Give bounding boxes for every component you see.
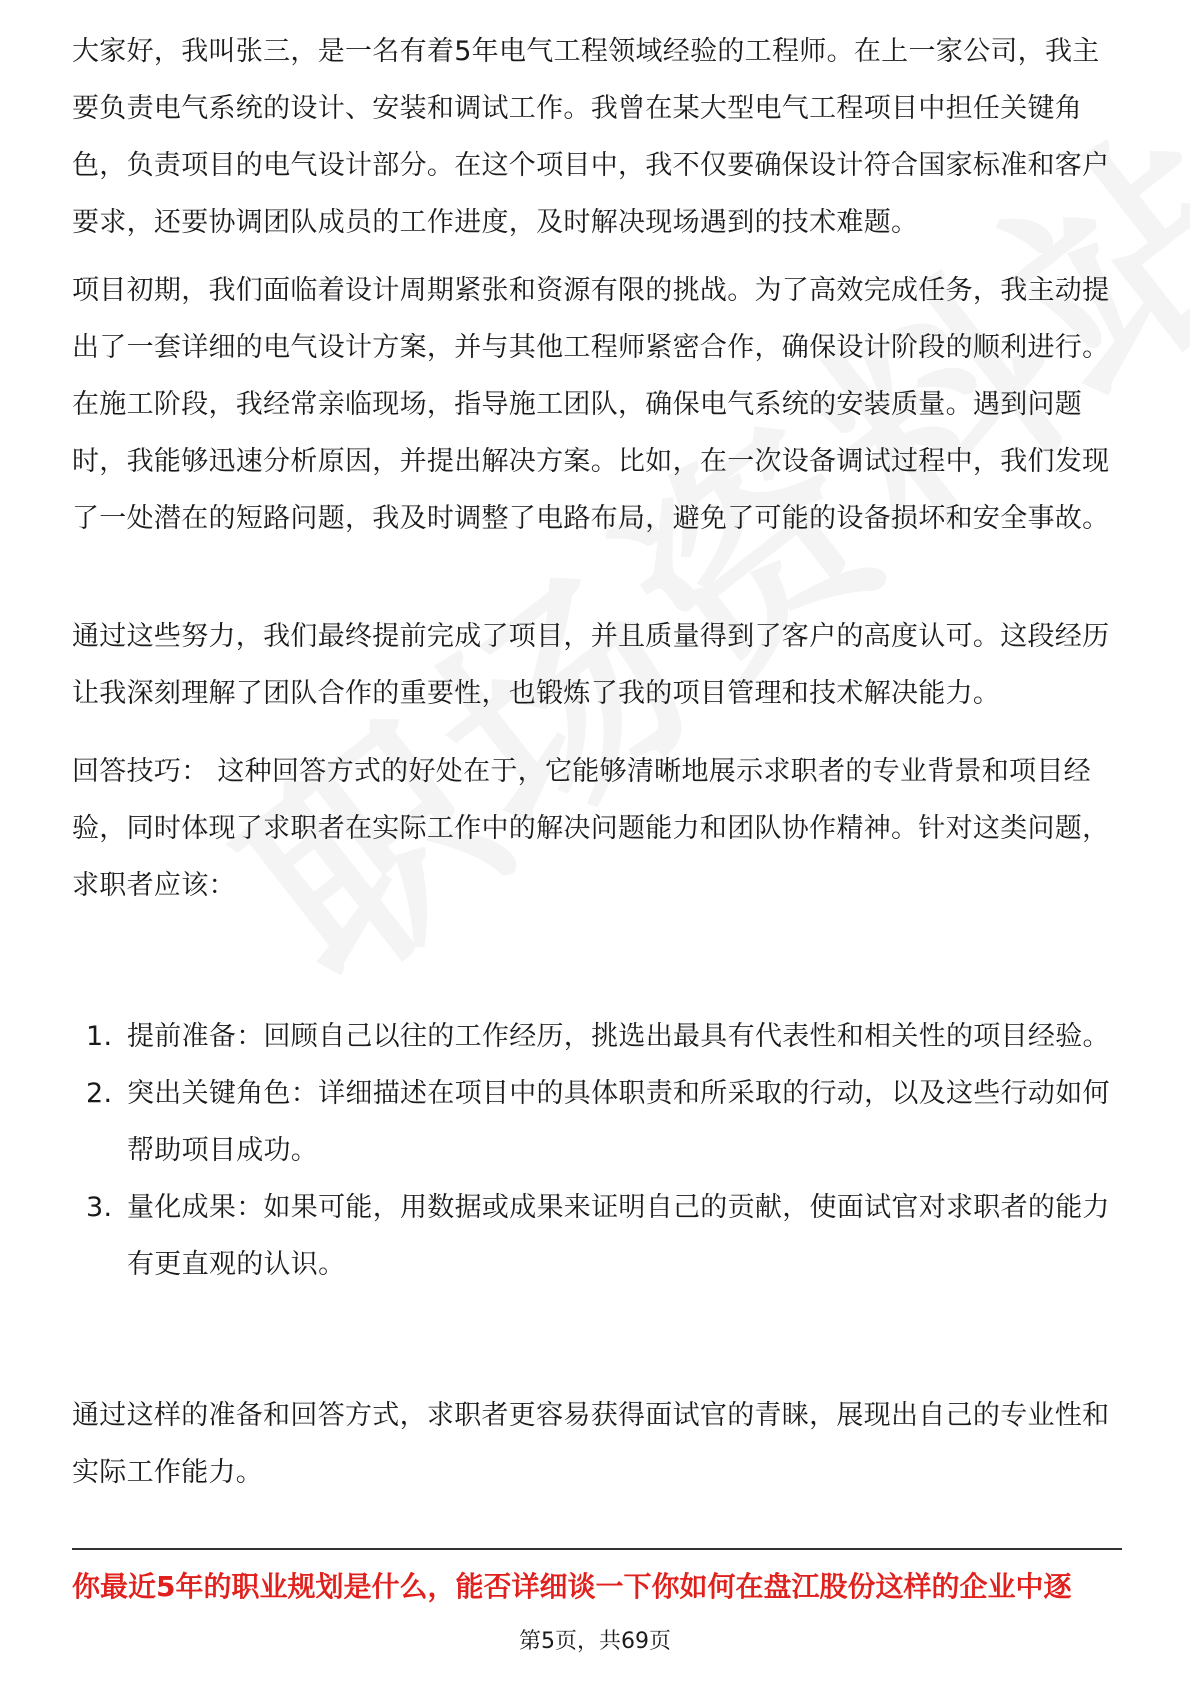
list-item <box>72 1179 1122 1293</box>
list-item-text: 提前准备：回顾自己以往的工作经历，挑选出最具有代表性和相关性的项目经验。 <box>127 1021 1110 1052</box>
section-divider <box>72 1548 1122 1550</box>
closing-paragraph: 通过这样的准备和回答方式，求职者更容易获得面试官的青睐，展现出自己的专业性和实际工作能力。 <box>72 1400 1110 1488</box>
list-item-number: 1. <box>86 1021 113 1052</box>
list-item-text: 量化成果：如果可能，用数据或成果来证明自己的贡献，使面试官对求职者的能力有更直观的认识。 <box>127 1192 1110 1280</box>
list-item <box>72 1008 1122 1065</box>
answer-tips-intro: 回答技巧： 这种回答方式的好处在于，它能够清晰地展示求职者的专业背景和项目经验，同时体现了求职者在实际工作中的解决问题能力和团队协作精神。针对这类问题，求职者应该： <box>72 756 1110 901</box>
list-item <box>72 1065 1122 1179</box>
list-item-text: 突出关键角色：详细描述在项目中的具体职责和所采取的行动，以及这些行动如何帮助项目成功。 <box>127 1078 1110 1166</box>
answer-paragraph-1: 大家好，我叫张三，是一名有着5年电气工程领域经验的工程师。在上一家公司，我主要负责电气系统的设计、安装和调试工作。我曾在某大型电气工程项目中担任关键角色，负责项目的电气设计部分。在这个项目中，我不仅要确保设计符合国家标准和客户要求，还要协调团队成员的工作进度，及时解决现场遇到的技术难题。 <box>72 36 1110 238</box>
answer-paragraph-3: 通过这些努力，我们最终提前完成了项目，并且质量得到了客户的高度认可。这段经历让我深刻理解了团队合作的重要性，也锻炼了我的项目管理和技术解决能力。 <box>72 621 1110 709</box>
list-item-number: 3. <box>86 1192 113 1223</box>
next-question-heading: 你最近5年的职业规划是什么，能否详细谈一下你如何在盘江股份这样的企业中逐 <box>72 1570 1072 1603</box>
answer-paragraph-2: 项目初期，我们面临着设计周期紧张和资源有限的挑战。为了高效完成任务，我主动提出了一套详细的电气设计方案，并与其他工程师紧密合作，确保设计阶段的顺利进行。在施工阶段，我经常亲临现场，指导施工团队，确保电气系统的安装质量。遇到问题时，我能够迅速分析原因，并提出解决方案。比如，在一次设备调试过程中，我们发现了一处潜在的短路问题，我及时调整了电路布局，避免了可能的设备损坏和安全事故。 <box>72 275 1110 534</box>
page-number: 第5页，共69页 <box>519 1629 671 1654</box>
tips-list <box>72 1008 1122 1293</box>
list-item-number: 2. <box>86 1078 113 1109</box>
